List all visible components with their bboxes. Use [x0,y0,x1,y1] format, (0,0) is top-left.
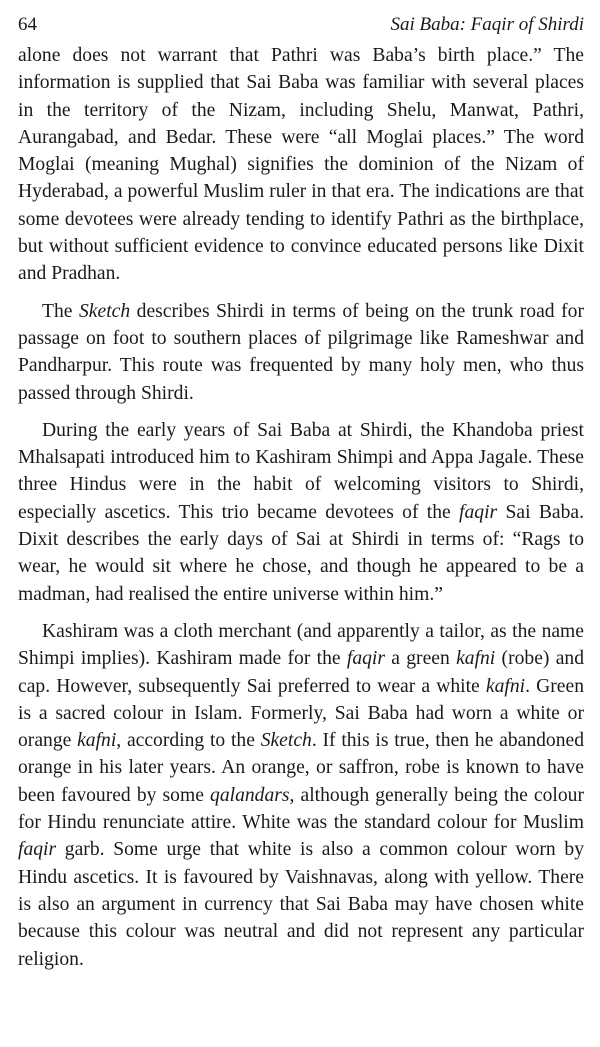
italic-term: kafni [456,648,496,670]
text-run: (robe) and cap. However, subsequently Sai preferred to wear a white [18,648,585,697]
text-run: a green [384,648,457,670]
italic-term: faqir [18,839,57,861]
italic-term: Sketch [260,730,312,752]
text-run: Kashiram was a cloth merchant (and apparently a tailor, as the name Shimpi implies). Kashiram made for the [18,620,584,670]
text-run: describes Shirdi in terms of being on the trunk road for passage on foot to southern places of pilgrimage like Rameshwar and Pandharpur. This route was frequented by many holy men, who thus passed through Shirdi. [18,300,584,404]
italic-term: Sketch [79,300,131,322]
text-run: garb. Some urge that white is also a common colour worn by Hindu ascetics. It is favoured by Vaishnavas, along with yellow. There is also an argument in currency that Sai Baba may have chosen white because this colour was neutral and did not represent any particular religion. [18,839,584,970]
body-text [18,42,584,973]
page-header [18,0,584,42]
text-run: alone does not warrant that Pathri was Baba’s birth place.” The information is supplied that Sai Baba was familiar with several places in the territory of the Nizam, including Shelu, Manwat, Pathri, Aurangabad, and Bedar. These were “all Moglai places.” The word Moglai (meaning Mughal) signifies the dominion of the Nizam of Hyderabad, a powerful Muslim ruler in that era. The indications are that some devotees were already tending to identify Pathri as the birthplace, but without sufficient evidence to convince educated persons like Dixit and Pradhan. [18,45,584,285]
italic-term: faqir [346,648,385,670]
text-run: The [42,300,79,322]
text-run: , according to the [116,730,261,752]
text-run: Sai Baba. Dixit describes the early days of Sai at Shirdi in terms of: “Rags to wear, he would sit where he chose, and though he appeared to be a madman, had realised the entire universe within him.” [18,501,584,605]
paragraph [18,618,584,973]
paragraph [18,417,584,608]
text-run: . If this is true, then he abandoned orange in his later years. An orange, or saffron, robe is known to have been favoured by some [18,730,585,806]
text-run: . Green is a sacred colour in Islam. Formerly, Sai Baba had worn a white or orange [18,675,584,752]
paragraph [18,42,584,288]
text-run: , although generally being the colour for Hindu renunciate attire. White was the standard colour for Muslim [18,784,584,834]
text-run: During the early years of Sai Baba at Shirdi, the Khandoba priest Mhalsapati introduced him to Kashiram Shimpi and Appa Jagale. These three Hindus were in the habit of welcoming visitors to Shirdi, especially ascetics. This trio became devotees of the [18,419,584,523]
running-head: Sai Baba: Faqir of Shirdi [390,14,584,35]
italic-term: qalandars [210,784,290,806]
paragraph [18,298,584,407]
italic-term: kafni [77,730,117,752]
italic-term: kafni [485,675,526,697]
page-number: 64 [18,14,37,35]
italic-term: faqir [459,501,498,523]
